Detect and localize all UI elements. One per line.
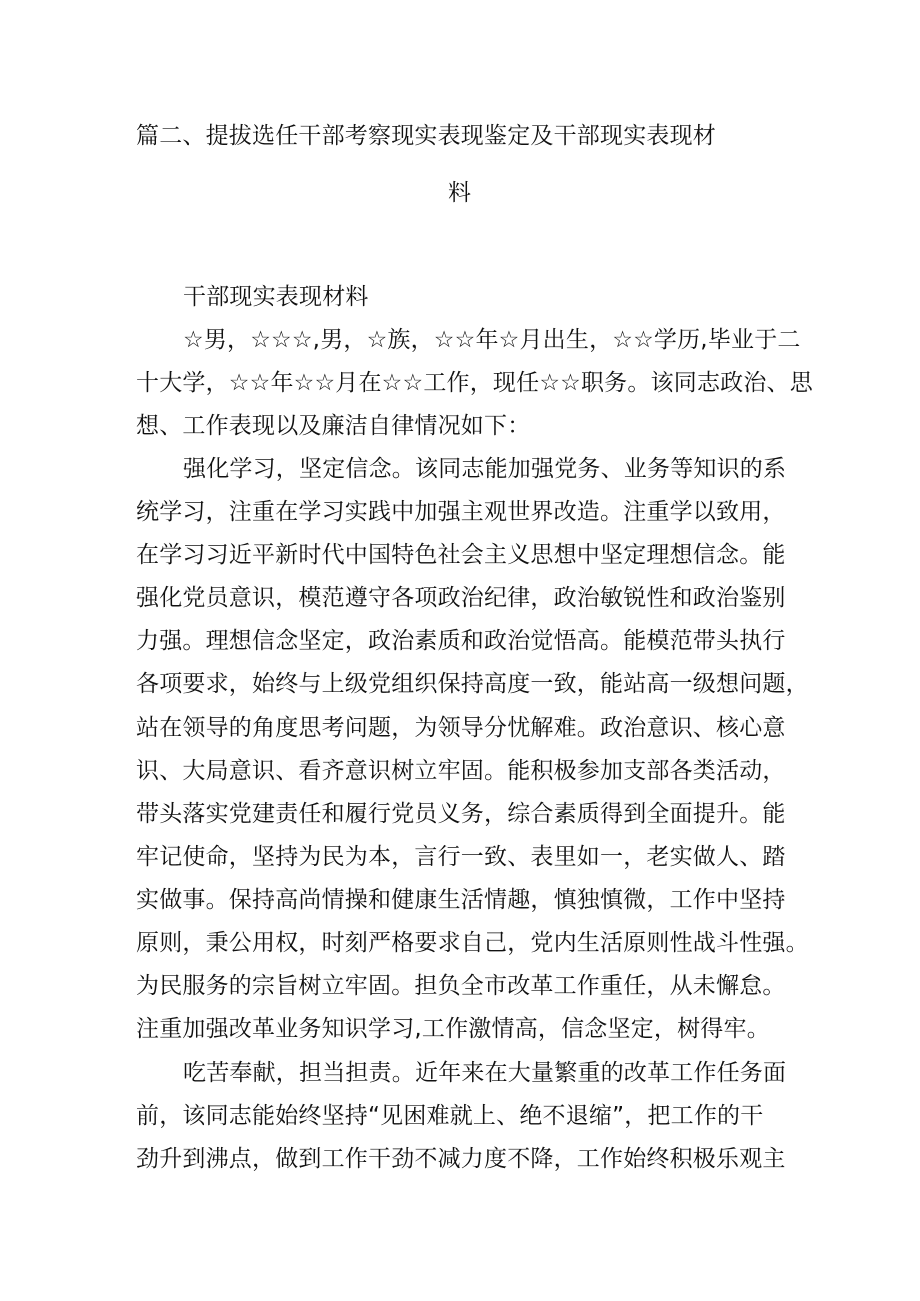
body-line: 力强。理想信念坚定，政治素质和政治觉悟高。能模范带头执行 (136, 628, 786, 654)
body-line: 吃苦奉献，担当担责。近年来在大量繁重的改革工作任务面 (183, 1060, 787, 1086)
body-line: 十大学，☆☆年☆☆月在☆☆工作，现任☆☆职务。该同志政治、思 (136, 370, 813, 396)
body-line: 为民服务的宗旨树立牢固。担负全市改革工作重任，从未懈怠。 (136, 973, 786, 999)
body-line: 实做事。保持高尚情操和健康生活情趣，慎独慎微，工作中坚持 (136, 887, 786, 913)
body-line: 带头落实党建责任和履行党员义务，综合素质得到全面提升。能 (136, 801, 786, 827)
body-line: 各项要求，始终与上级党组织保持高度一致，能站高一级想问题， (136, 671, 809, 697)
document-title-line-2: 料 (448, 180, 472, 206)
body-line: 牢记使命，坚持为民为本，言行一致、表里如一，老实做人、踏 (136, 844, 786, 870)
body-line: 强化党员意识，模范遵守各项政治纪律，政治敏锐性和政治鉴别 (136, 585, 786, 611)
body-line: 在学习习近平新时代中国特色社会主义思想中坚定理想信念。能 (136, 542, 786, 568)
body-line: 注重加强改革业务知识学习,工作激情高，信念坚定，树得牢。 (136, 1016, 770, 1042)
body-line: 站在领导的角度思考问题，为领导分忧解难。政治意识、核心意 (136, 715, 786, 741)
body-line: 识、大局意识、看齐意识树立牢固。能积极参加支部各类活动， (136, 758, 786, 784)
body-line: ☆男，☆☆☆,男，☆族，☆☆年☆月出生，☆☆学历,毕业于二 (183, 327, 801, 353)
document-title-line-1: 篇二、提拔选任干部考察现实表现鉴定及干部现实表现材 (136, 123, 716, 149)
body-line: 强化学习，坚定信念。该同志能加强党务、业务等知识的系 (183, 456, 787, 482)
body-line: 原则，秉公用权，时刻严格要求自己，党内生活原则性战斗性强。 (136, 930, 809, 956)
body-line: 想、工作表现以及廉洁自律情况如下： (136, 413, 531, 439)
body-line: 前，该同志能始终坚持“见困难就上、绝不退缩”，把工作的干 (136, 1103, 764, 1129)
body-line: 劲升到沸点，做到工作干劲不减力度不降，工作始终积极乐观主 (136, 1146, 786, 1172)
section-heading: 干部现实表现材料 (183, 284, 369, 310)
body-line: 统学习，注重在学习实践中加强主观世界改造。注重学以致用， (136, 499, 786, 525)
